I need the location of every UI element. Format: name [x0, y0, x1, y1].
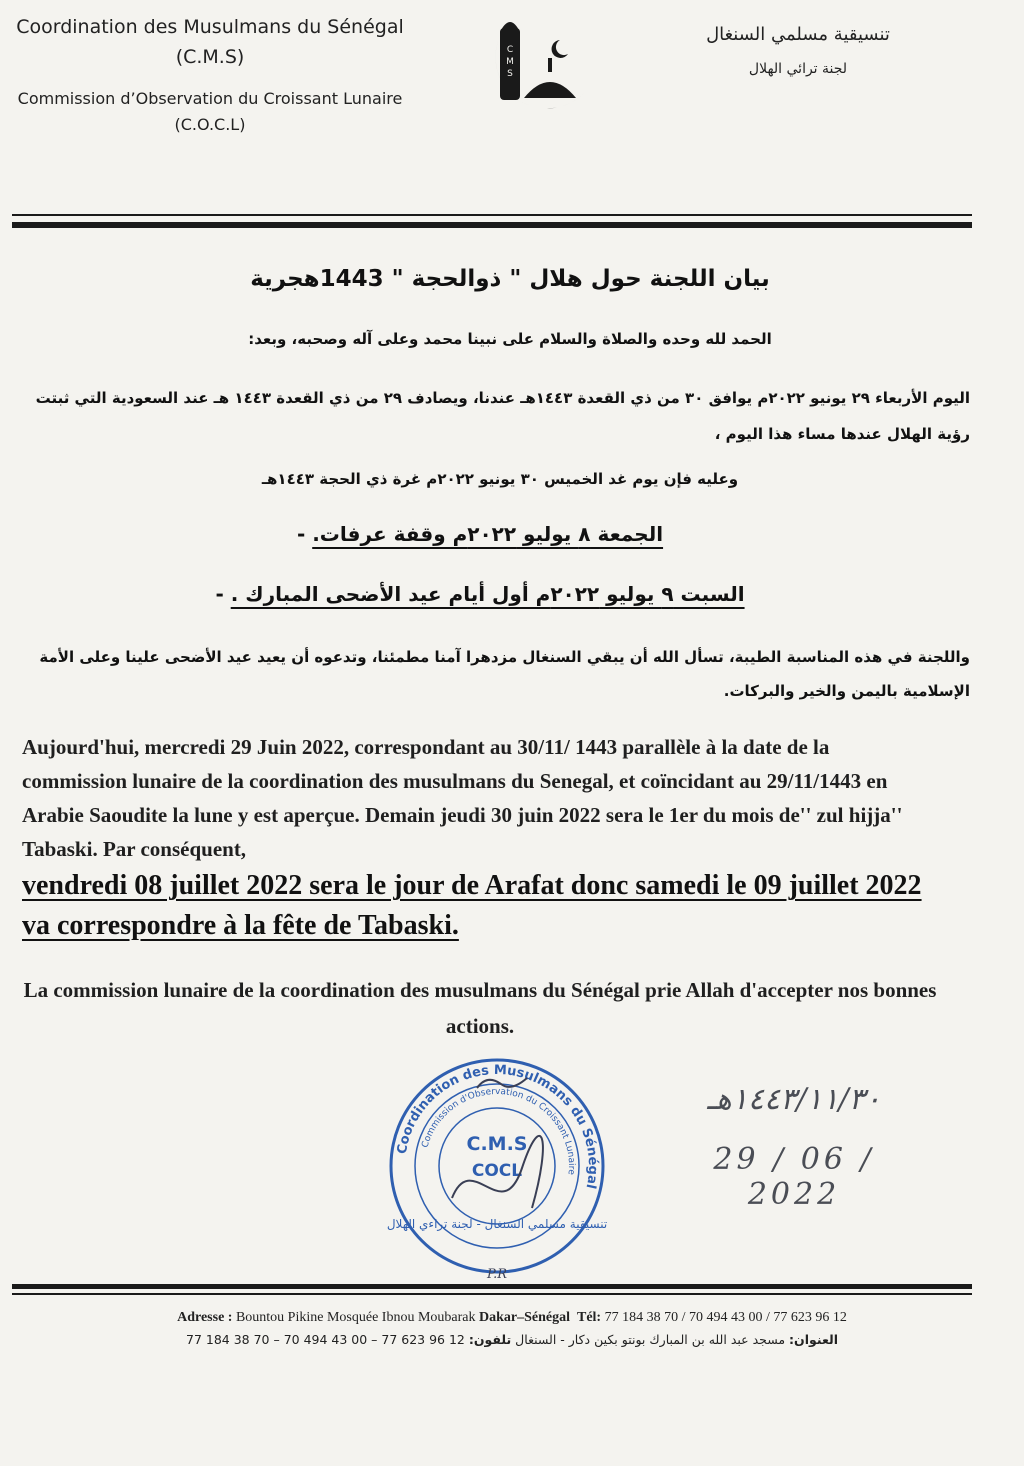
stamp-center-cocl: COCL [471, 1161, 523, 1181]
org-header-ar [668, 18, 928, 86]
stamp-center-cms: C.M.S [466, 1133, 528, 1155]
footer-ar-tel: 77 184 38 70 – 70 494 43 00 – 77 623 96 12 [186, 1332, 465, 1347]
footer-address-ar [20, 1332, 1004, 1347]
paragraph-fr: Aujourd'hui, mercredi 29 Juin 2022, correspondant au 30/11/ 1443 parallèle à la date de la commission lunaire de la coordination des musulmans du Senegal, et coïncidant au 29/11/1443 en Arabie Saoudite la lune y est aperçue. Demain jeudi 30 juin 2022 sera le 1er du mois de'' zul hijja'' Tabaski. Par conséquent, [22, 735, 903, 861]
footer-tel: 77 184 38 70 / 70 494 43 00 / 77 623 96 12 [604, 1310, 847, 1325]
handwritten-gregorian-date: 29 / 06 / 2022 [713, 1142, 875, 1212]
opening-ar: الحمد لله وحده والصلاة والسلام على نبينا محمد وعلى آله وصحبه، وبعد: [248, 330, 772, 348]
org-name-ar: تنسيقية مسلمي السنغال [706, 24, 890, 45]
commission-name-fr: Commission d’Observation du Croissant Lunaire [17, 89, 403, 108]
statement-title-ar: بيان اللجنة حول هلال " ذوالحجة " 1443هجرية [250, 266, 770, 292]
svg-text:S: S [507, 69, 513, 79]
footer-ar-address: مسجد عبد الله بن المبارك بونتو بكين دكار - السنغال [515, 1332, 786, 1347]
arafat-date-ar-text: الجمعة ٨ يوليو ٢٠٢٢م وقفة عرفات. [312, 522, 664, 546]
footer-ar-tel-label: تلفون: [468, 1332, 512, 1347]
svg-text:M: M [506, 57, 514, 67]
prayer-ar: واللجنة في هذه المناسبة الطيبة، تسأل الله أن يبقي السنغال مزدهرا آمنا مطمئنا، وتدعوه أن يعيد عيد الأضحى علينا وعلى الأمة الإسلامية باليمن والخير والبركات. [39, 648, 970, 700]
stamp-initials: P.R [487, 1267, 508, 1282]
footer-tel-label: Tél: [576, 1310, 602, 1325]
stamp-arabic-ring: تنسيقية مسلمي السنغال - لجنة تراءي الهلال [386, 1217, 608, 1231]
footer-address: Bountou Pikine Mosquée Ibnou Moubarak [235, 1310, 476, 1325]
paragraph-consequence-ar: وعليه فإن يوم غد الخميس ٣٠ يونيو ٢٠٢٢م غرة ذي الحجة ١٤٤٣هـ [261, 470, 739, 488]
official-stamp [382, 1048, 612, 1284]
emphasis-fr: vendredi 08 juillet 2022 sera le jour de Arafat donc samedi le 09 juillet 2022 va correspondre à la fête de Tabaski. [22, 870, 922, 941]
stamp-inner-text: Commission d'Observation du Croissant Lunaire [420, 1086, 577, 1176]
commission-abbr-fr: (C.O.C.L) [174, 115, 246, 134]
footer-divider-thick [12, 1284, 972, 1289]
commission-name-ar: لجنة ترائي الهلال [748, 61, 848, 77]
closing-fr: La commission lunaire de la coordination des musulmans du Sénégal prie Allah d'accepter nos bonnes actions. [23, 978, 937, 1038]
footer-ar-label: العنوان: [789, 1332, 838, 1347]
org-name-fr: Coordination des Musulmans du Sénégal [16, 16, 404, 38]
org-abbr-fr: (C.M.S) [175, 46, 245, 68]
handwritten-hijri-date: ١٤٤٣/١١/٣٠هـ [707, 1082, 881, 1117]
footer-address-fr [20, 1310, 1004, 1326]
footer-divider-thin [12, 1293, 972, 1295]
org-header-fr [0, 12, 420, 138]
arafat-date-ar: الجمعة ٨ يوليو ٢٠٢٢م وقفة عرفات. - [296, 522, 664, 546]
eid-date-ar: السبت ٩ يوليو ٢٠٢٢م أول أيام عيد الأضحى المبارك . - [215, 582, 745, 606]
header-divider-thick [12, 222, 972, 228]
cms-logo-icon [440, 10, 600, 135]
footer-address-label: Adresse : [177, 1310, 233, 1325]
paragraph-date-ar: اليوم الأربعاء ٢٩ يونيو ٢٠٢٢م يوافق ٣٠ من ذي القعدة ١٤٤٣هـ عندنا، ويصادف ٢٩ من ذي القعدة ١٤٤٣ هـ عند السعودية التي ثبتت رؤية الهلال عندها مساء هذا اليوم ، [35, 389, 970, 443]
header-divider-thin [12, 214, 972, 216]
svg-text:C: C [506, 45, 514, 55]
footer-city: Dakar–Sénégal [478, 1310, 570, 1325]
stamp-outer-text: Coordination des Musulmans du Sénégal [394, 1062, 601, 1191]
eid-date-ar-text: السبت ٩ يوليو ٢٠٢٢م أول أيام عيد الأضحى المبارك . [230, 582, 745, 606]
